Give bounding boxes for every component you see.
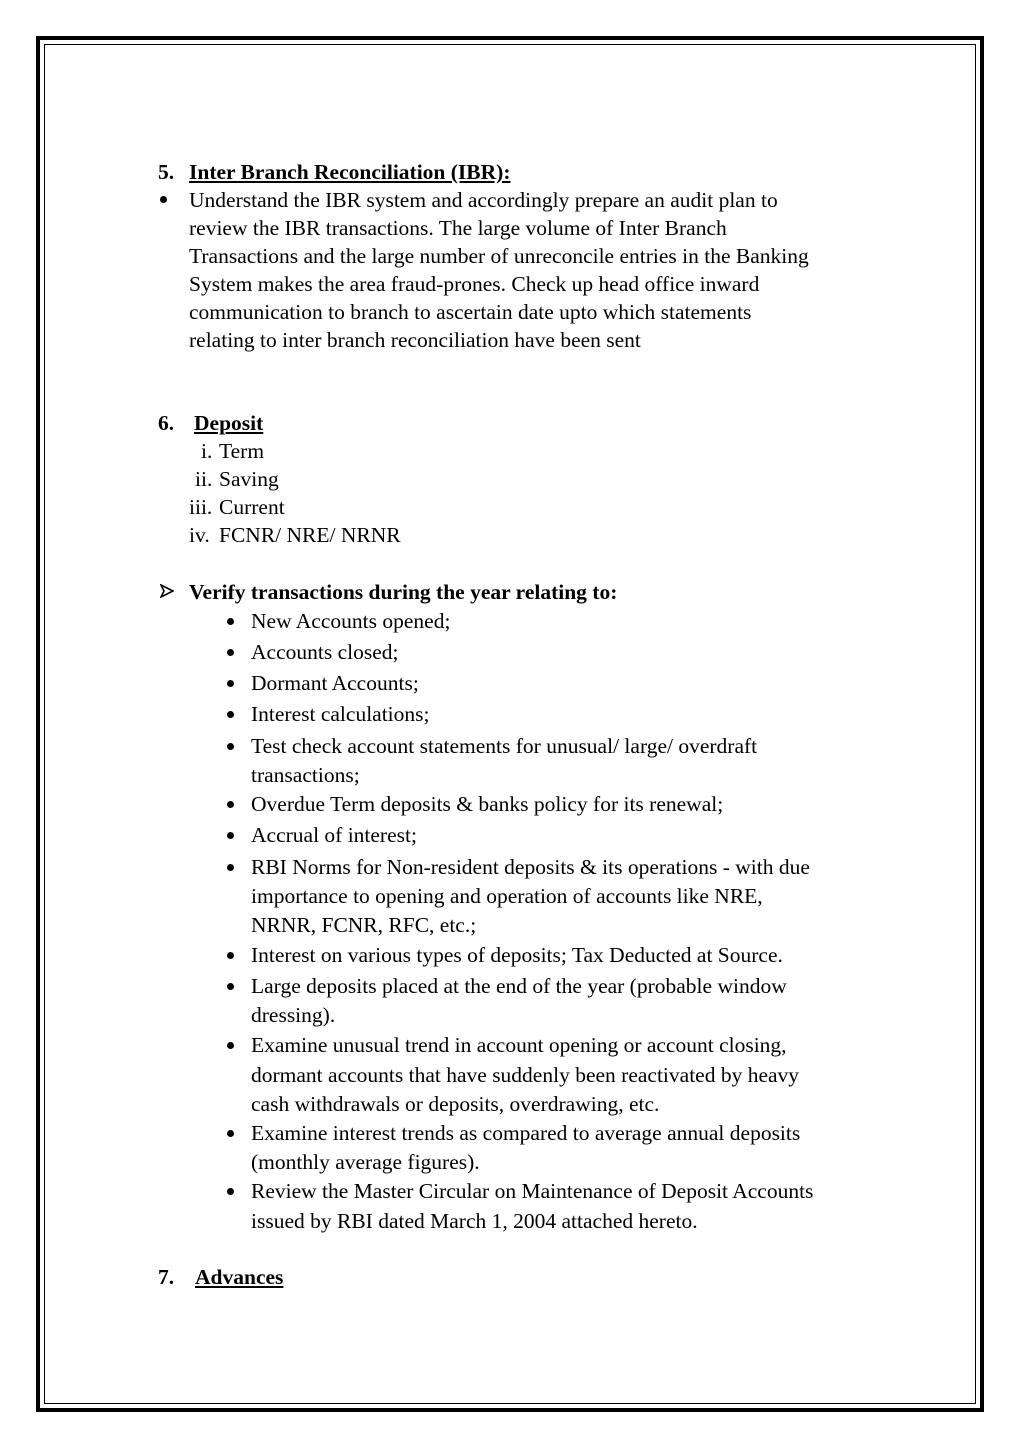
verify-item-line: NRNR, FCNR, RFC, etc.; bbox=[251, 913, 477, 937]
deposit-type-label: Saving bbox=[219, 467, 279, 491]
verify-item-line: Interest calculations; bbox=[251, 702, 430, 726]
verify-item-line: Accrual of interest; bbox=[251, 823, 417, 847]
section-5-number: 5. bbox=[158, 160, 175, 184]
bullet-icon bbox=[227, 864, 234, 871]
section-5-line: System makes the area fraud-prones. Check up head office inward bbox=[189, 272, 760, 296]
verify-item-line: New Accounts opened; bbox=[251, 609, 451, 633]
verify-item-line: Large deposits placed at the end of the year (probable window bbox=[251, 974, 787, 998]
bullet-icon bbox=[227, 832, 234, 839]
verify-item-line: Examine interest trends as compared to average annual deposits bbox=[251, 1121, 801, 1145]
section-5-line: review the IBR transactions. The large volume of Inter Branch bbox=[189, 216, 727, 240]
verify-item-line: issued by RBI dated March 1, 2004 attached hereto. bbox=[251, 1209, 698, 1233]
section-5-line: communication to branch to ascertain date upto which statements bbox=[189, 300, 752, 324]
bullet-icon bbox=[227, 983, 234, 990]
bullet-icon bbox=[227, 801, 234, 808]
verify-item-line: Review the Master Circular on Maintenance of Deposit Accounts bbox=[251, 1179, 814, 1203]
verify-item-line: dressing). bbox=[251, 1003, 336, 1027]
section-6-title: Deposit bbox=[194, 411, 264, 435]
verify-item-line: transactions; bbox=[251, 763, 360, 787]
bullet-icon bbox=[227, 1130, 234, 1137]
verify-item-line: Test check account statements for unusual/ large/ overdraft bbox=[251, 734, 758, 758]
section-5-line: Understand the IBR system and accordingly prepare an audit plan to bbox=[189, 188, 778, 212]
deposit-type-numeral: iii. bbox=[189, 495, 213, 519]
section-5-line: relating to inter branch reconciliation have been sent bbox=[189, 328, 641, 352]
verify-item-line: importance to opening and operation of accounts like NRE, bbox=[251, 884, 763, 908]
bullet-icon bbox=[160, 196, 167, 203]
bullet-icon bbox=[227, 1042, 234, 1049]
verify-item-line: Overdue Term deposits & banks policy for its renewal; bbox=[251, 792, 724, 816]
deposit-type-numeral: iv. bbox=[189, 523, 210, 547]
section-5-line: Transactions and the large number of unreconcile entries in the Banking bbox=[189, 244, 809, 268]
bullet-icon bbox=[227, 618, 234, 625]
section-7-title: Advances bbox=[195, 1265, 284, 1289]
arrowhead-bullet-icon bbox=[160, 584, 174, 598]
verify-item-line: dormant accounts that have suddenly been reactivated by heavy bbox=[251, 1063, 800, 1087]
verify-item-line: cash withdrawals or deposits, overdrawing, etc. bbox=[251, 1092, 660, 1116]
verify-item-line: Accounts closed; bbox=[251, 640, 399, 664]
verify-heading: Verify transactions during the year relating to: bbox=[189, 580, 618, 604]
bullet-icon bbox=[227, 1188, 234, 1195]
bullet-icon bbox=[227, 680, 234, 687]
section-5-title: Inter Branch Reconciliation (IBR): bbox=[189, 160, 511, 184]
verify-item-line: Interest on various types of deposits; Tax Deducted at Source. bbox=[251, 943, 783, 967]
deposit-type-label: FCNR/ NRE/ NRNR bbox=[219, 523, 401, 547]
verify-item-line: RBI Norms for Non-resident deposits & its operations - with due bbox=[251, 855, 810, 879]
section-6-number: 6. bbox=[158, 411, 175, 435]
verify-item-line: Dormant Accounts; bbox=[251, 671, 419, 695]
bullet-icon bbox=[227, 743, 234, 750]
section-7-number: 7. bbox=[158, 1265, 175, 1289]
bullet-icon bbox=[227, 649, 234, 656]
deposit-type-numeral: i. bbox=[201, 439, 213, 463]
verify-item-line: (monthly average figures). bbox=[251, 1150, 480, 1174]
verify-item-line: Examine unusual trend in account opening or account closing, bbox=[251, 1033, 787, 1057]
deposit-type-label: Term bbox=[219, 439, 265, 463]
bullet-icon bbox=[227, 952, 234, 959]
bullet-icon bbox=[227, 711, 234, 718]
deposit-type-label: Current bbox=[219, 495, 285, 519]
deposit-type-numeral: ii. bbox=[195, 467, 213, 491]
